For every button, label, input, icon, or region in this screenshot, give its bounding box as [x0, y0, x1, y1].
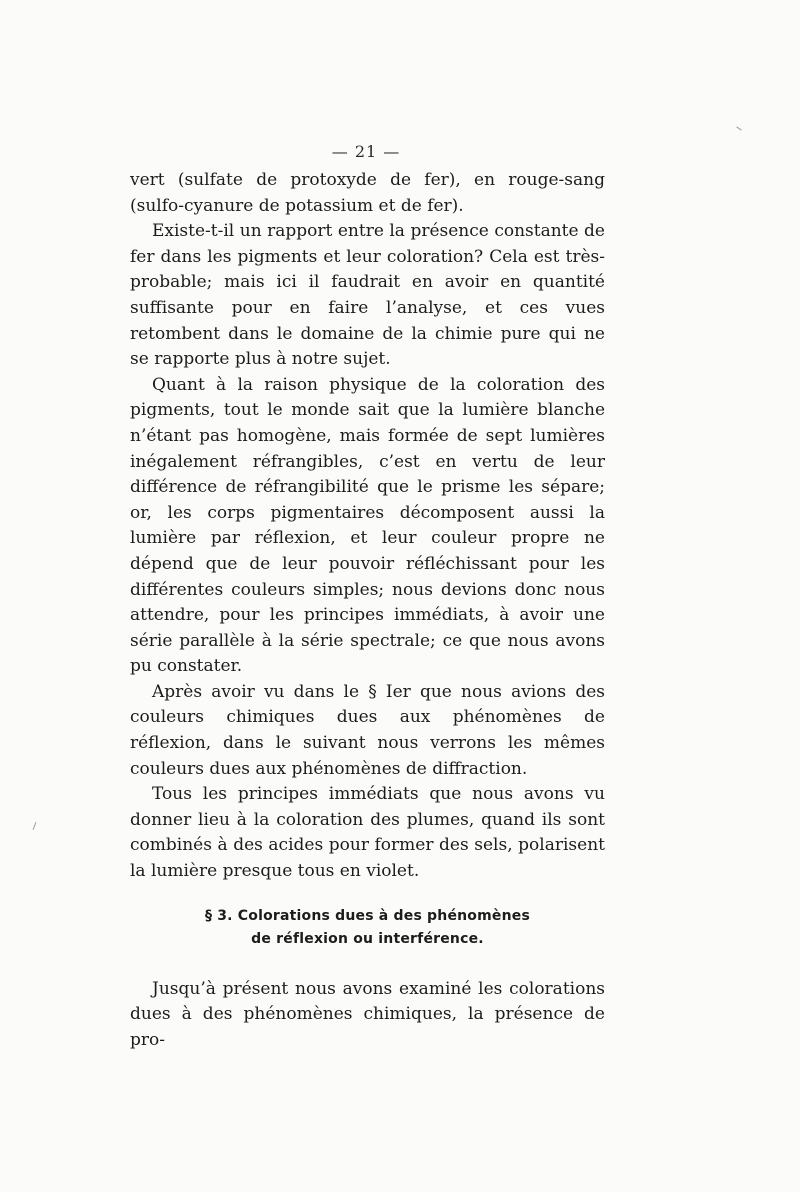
paragraph-reflection-diffraction: Après avoir vu dans le § Ier que nous avions des couleurs chimiques dues aux phénomènes de réflexion, dans le suivant nous verrons les mêmes couleurs dues aux phénomènes de diffraction. — [130, 681, 605, 779]
paragraph-physical-reason: Quant à la raison physique de la coloration des pigments, tout le monde sait que la lumière blanche n’étant pas homogène, mais formée de sept lumières inégalement réfrangibles, c’est en vertu de leur différence de réfrangibilité que le prisme les sépare; or, les corps pigmentaires décomposent aussi la lumière par réflexion, et leur couleur propre ne dépend que de leur pouvoir réfléchissant pour les différentes couleurs simples; nous devions donc nous attendre, pour les principes immédiats, à avoir une série parallèle à la série spectrale; ce que nous avons pu constater. — [130, 374, 605, 677]
page-number: — 21 — — [331, 142, 401, 161]
section-heading-line-2: de réflexion ou interférence. — [251, 930, 484, 947]
paragraph-iron-pigments: Existe-t-il un rapport entre la présence constante de fer dans les pigments et leur coloration? Cela est très-probable; mais ici il faudrait en avoir en quantité suffisante pour en faire l’analyse, et ces vues retombent dans le domaine de la chimie pure qui ne se rapporte plus à notre sujet. — [130, 221, 605, 370]
scan-speck — [736, 126, 741, 130]
section-heading-line-1: § 3. Colorations dues à des phénomènes — [204, 907, 531, 924]
paragraph-continuation: vert (sulfate de protoxyde de fer), en rouge-sang (sulfo-cyanure de potassium et de fer). — [130, 170, 605, 216]
paragraph-final: Jusqu’à présent nous avons examiné les colorations dues à des phénomènes chimiques, la présence de pro- — [130, 978, 605, 1050]
section-heading — [130, 905, 605, 951]
scan-speck — [33, 822, 37, 830]
body-text — [130, 168, 605, 1053]
paragraph-polarization: Tous les principes immédiats que nous avons vu donner lieu à la coloration des plumes, quand ils sont combinés à des acides pour former des sels, polarisent la lumière presque tous en violet. — [130, 784, 605, 882]
